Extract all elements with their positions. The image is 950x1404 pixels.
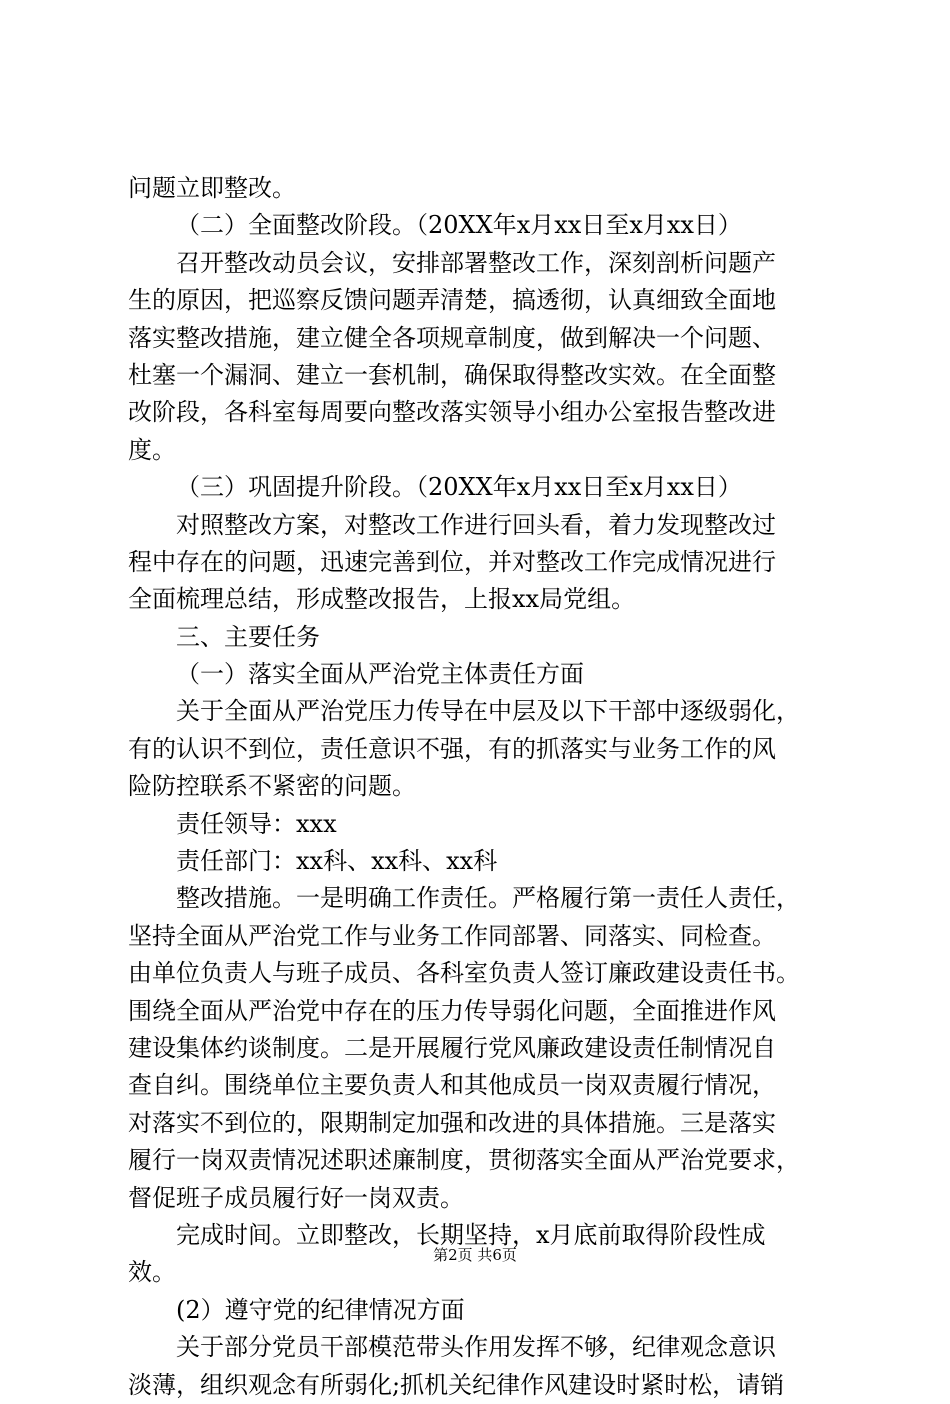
text-line: 改阶段，各科室每周要向整改落实领导小组办公室报告整改进 bbox=[128, 398, 776, 427]
text-line: 坚持全面从严治党工作与业务工作同部署、同落实、同检查。 bbox=[128, 921, 776, 950]
document-body bbox=[128, 170, 828, 1404]
text-line: 督促班子成员履行好一岗双责。 bbox=[128, 1183, 464, 1212]
text-line: 有的认识不到位，责任意识不强，有的抓落实与业务工作的风 bbox=[128, 734, 776, 763]
text-line: 建设集体约谈制度。二是开展履行党风廉政建设责任制情况自 bbox=[128, 1033, 776, 1062]
text-line: 淡薄，组织观念有所弱化;抓机关纪律作风建设时紧时松，请销 bbox=[128, 1370, 785, 1399]
text-line: 险防控联系不紧密的问题。 bbox=[128, 772, 416, 801]
text-line: 对照整改方案，对整改工作进行回头看，着力发现整改过 bbox=[176, 510, 776, 539]
responsible-department: 责任部门：xx科、xx科、xx科 bbox=[176, 847, 498, 876]
text-line: 完成时间。立即整改，长期坚持，x月底前取得阶段性成 bbox=[176, 1220, 766, 1249]
section-heading: （二）全面整改阶段。（20XX年x月xx日至x月xx日） bbox=[176, 211, 742, 240]
text-line: 效。 bbox=[128, 1258, 176, 1287]
subsection-heading: （一）落实全面从严治党主体责任方面 bbox=[176, 660, 584, 689]
subsection-heading: (2）遵守党的纪律情况方面 bbox=[176, 1295, 465, 1324]
text-line: 落实整改措施，建立健全各项规章制度，做到解决一个问题、 bbox=[128, 323, 776, 352]
text-line: 由单位负责人与班子成员、各科室负责人签订廉政建设责任书。 bbox=[128, 959, 800, 988]
text-line: 对落实不到位的，限期制定加强和改进的具体措施。三是落实 bbox=[128, 1108, 776, 1137]
text-line: 全面梳理总结，形成整改报告，上报xx局党组。 bbox=[128, 585, 636, 614]
text-line: 履行一岗双责情况述职述廉制度，贯彻落实全面从严治党要求， bbox=[128, 1146, 800, 1175]
text-line: 度。 bbox=[128, 435, 176, 464]
responsible-leader: 责任领导：xxx bbox=[176, 809, 337, 838]
text-line: 问题立即整改。 bbox=[128, 174, 296, 202]
text-line: 关于全面从严治党压力传导在中层及以下干部中逐级弱化， bbox=[176, 697, 800, 726]
text-line: 整改措施。一是明确工作责任。严格履行第一责任人责任， bbox=[176, 884, 800, 913]
text-line: 查自纠。围绕单位主要负责人和其他成员一岗双责履行情况， bbox=[128, 1071, 776, 1100]
page-number: 第2页 共6页 bbox=[433, 1246, 517, 1264]
text-line: 召开整改动员会议，安排部署整改工作，深刻剖析问题产 bbox=[176, 248, 776, 277]
section-heading: （三）巩固提升阶段。（20XX年x月xx日至x月xx日） bbox=[176, 473, 742, 502]
text-line: 杜塞一个漏洞、建立一套机制，确保取得整改实效。在全面整 bbox=[128, 360, 776, 389]
section-heading: 三、主要任务 bbox=[176, 622, 320, 651]
text-line: 关于部分党员干部模范带头作用发挥不够，纪律观念意识 bbox=[176, 1333, 776, 1362]
text-line: 围绕全面从严治党中存在的压力传导弱化问题，全面推进作风 bbox=[128, 996, 776, 1025]
text-line: 程中存在的问题，迅速完善到位，并对整改工作完成情况进行 bbox=[128, 547, 776, 576]
text-line: 生的原因，把巡察反馈问题弄清楚，搞透彻，认真细致全面地 bbox=[128, 286, 776, 315]
